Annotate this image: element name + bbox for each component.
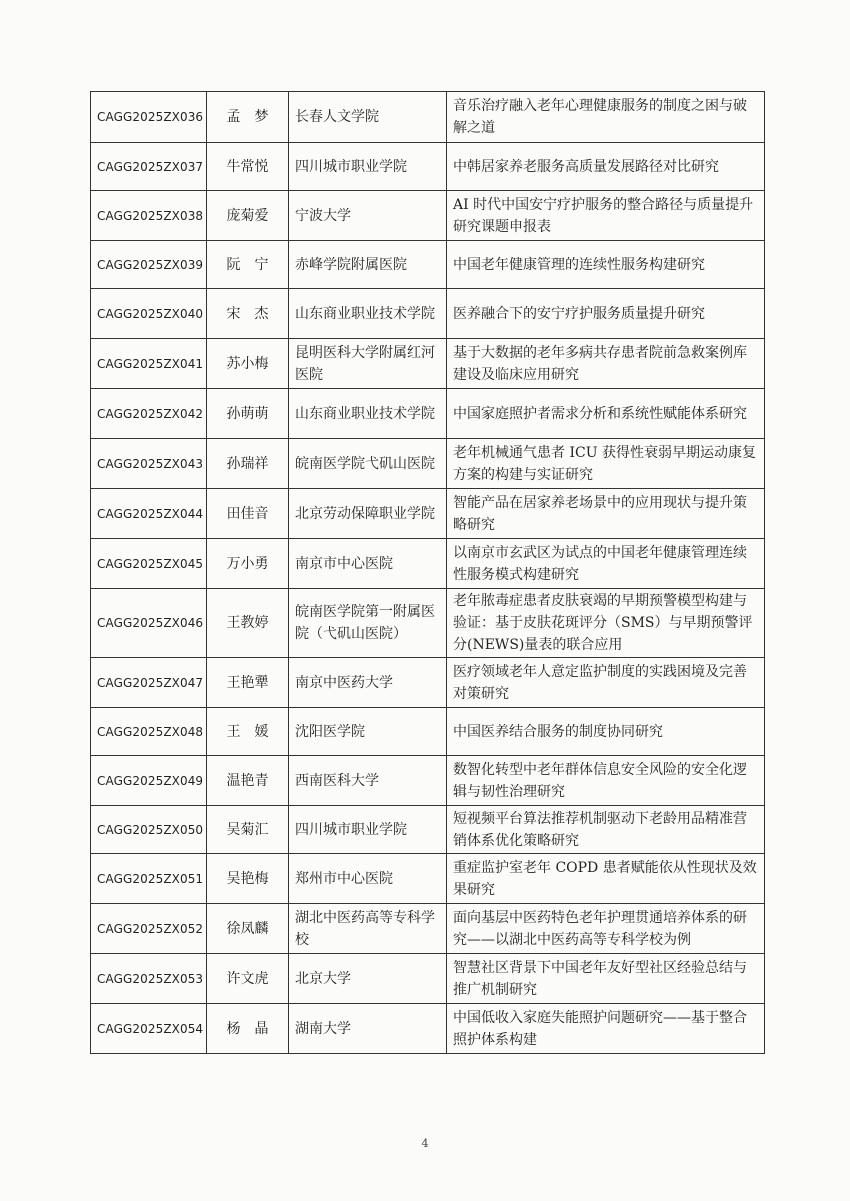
project-code-cell: CAGG2025ZX046 (91, 589, 207, 658)
project-title-cell: 中国家庭照护者需求分析和系统性赋能体系研究 (447, 389, 765, 439)
table-row (91, 289, 765, 339)
table-row (91, 439, 765, 489)
table-row (91, 589, 765, 658)
table-row (91, 339, 765, 389)
project-code-cell: CAGG2025ZX047 (91, 658, 207, 708)
institution-cell: 北京劳动保障职业学院 (289, 489, 447, 539)
applicant-name-cell: 徐凤麟 (207, 904, 289, 954)
institution-cell: 郑州市中心医院 (289, 854, 447, 904)
applicant-name-cell: 孟 梦 (207, 92, 289, 143)
project-code-cell: CAGG2025ZX036 (91, 92, 207, 143)
project-title-cell: 中韩居家养老服务高质量发展路径对比研究 (447, 143, 765, 191)
applicant-name-cell: 吴菊汇 (207, 806, 289, 854)
project-code-cell: CAGG2025ZX040 (91, 289, 207, 339)
applicant-name-cell: 王 媛 (207, 708, 289, 756)
table-row (91, 756, 765, 806)
institution-cell: 昆明医科大学附属红河医院 (289, 339, 447, 389)
table-row (91, 92, 765, 143)
project-title-cell: 基于大数据的老年多病共存患者院前急救案例库建设及临床应用研究 (447, 339, 765, 389)
institution-cell: 南京中医药大学 (289, 658, 447, 708)
project-title-cell: 智慧社区背景下中国老年友好型社区经验总结与推广机制研究 (447, 954, 765, 1004)
institution-cell: 四川城市职业学院 (289, 143, 447, 191)
project-title-cell: 中国低收入家庭失能照护问题研究——基于整合照护体系构建 (447, 1004, 765, 1054)
institution-cell: 北京大学 (289, 954, 447, 1004)
project-code-cell: CAGG2025ZX053 (91, 954, 207, 1004)
applicant-name-cell: 田佳音 (207, 489, 289, 539)
project-code-cell: CAGG2025ZX038 (91, 191, 207, 241)
institution-cell: 四川城市职业学院 (289, 806, 447, 854)
project-code-cell: CAGG2025ZX051 (91, 854, 207, 904)
project-table (90, 91, 765, 1054)
project-title-cell: 智能产品在居家养老场景中的应用现状与提升策略研究 (447, 489, 765, 539)
institution-cell: 西南医科大学 (289, 756, 447, 806)
table-row (91, 1004, 765, 1054)
institution-cell: 湖南大学 (289, 1004, 447, 1054)
institution-cell: 山东商业职业技术学院 (289, 389, 447, 439)
table-row (91, 389, 765, 439)
project-code-cell: CAGG2025ZX045 (91, 539, 207, 589)
applicant-name-cell: 温艳青 (207, 756, 289, 806)
table-row (91, 806, 765, 854)
table-row (91, 708, 765, 756)
project-title-cell: 医疗领域老年人意定监护制度的实践困境及完善对策研究 (447, 658, 765, 708)
project-code-cell: CAGG2025ZX054 (91, 1004, 207, 1054)
institution-cell: 山东商业职业技术学院 (289, 289, 447, 339)
project-code-cell: CAGG2025ZX049 (91, 756, 207, 806)
project-code-cell: CAGG2025ZX050 (91, 806, 207, 854)
applicant-name-cell: 许文虎 (207, 954, 289, 1004)
project-title-cell: 老年脓毒症患者皮肤衰竭的早期预警模型构建与验证：基于皮肤花斑评分（SMS）与早期预警评分(NEWS)量表的联合应用 (447, 589, 765, 658)
applicant-name-cell: 苏小梅 (207, 339, 289, 389)
project-title-cell: 短视频平台算法推荐机制驱动下老龄用品精准营销体系优化策略研究 (447, 806, 765, 854)
project-title-cell: AI 时代中国安宁疗护服务的整合路径与质量提升研究课题申报表 (447, 191, 765, 241)
project-title-cell: 老年机械通气患者 ICU 获得性衰弱早期运动康复方案的构建与实证研究 (447, 439, 765, 489)
institution-cell: 沈阳医学院 (289, 708, 447, 756)
table-row (91, 191, 765, 241)
applicant-name-cell: 杨 晶 (207, 1004, 289, 1054)
project-title-cell: 音乐治疗融入老年心理健康服务的制度之困与破解之道 (447, 92, 765, 143)
project-title-cell: 重症监护室老年 COPD 患者赋能依从性现状及效果研究 (447, 854, 765, 904)
applicant-name-cell: 阮 宁 (207, 241, 289, 289)
institution-cell: 南京市中心医院 (289, 539, 447, 589)
table-row (91, 489, 765, 539)
project-code-cell: CAGG2025ZX042 (91, 389, 207, 439)
table-row (91, 658, 765, 708)
table-body (91, 92, 765, 1054)
project-title-cell: 面向基层中医药特色老年护理贯通培养体系的研究——以湖北中医药高等专科学校为例 (447, 904, 765, 954)
institution-cell: 赤峰学院附属医院 (289, 241, 447, 289)
applicant-name-cell: 孙瑞祥 (207, 439, 289, 489)
project-code-cell: CAGG2025ZX039 (91, 241, 207, 289)
applicant-name-cell: 吴艳梅 (207, 854, 289, 904)
applicant-name-cell: 孙萌萌 (207, 389, 289, 439)
table-row (91, 954, 765, 1004)
project-title-cell: 以南京市玄武区为试点的中国老年健康管理连续性服务模式构建研究 (447, 539, 765, 589)
project-title-cell: 中国老年健康管理的连续性服务构建研究 (447, 241, 765, 289)
project-title-cell: 中国医养结合服务的制度协同研究 (447, 708, 765, 756)
applicant-name-cell: 牛常悦 (207, 143, 289, 191)
table-row (91, 904, 765, 954)
applicant-name-cell: 王教婷 (207, 589, 289, 658)
project-code-cell: CAGG2025ZX048 (91, 708, 207, 756)
table-row (91, 143, 765, 191)
project-code-cell: CAGG2025ZX037 (91, 143, 207, 191)
table-row (91, 854, 765, 904)
project-code-cell: CAGG2025ZX044 (91, 489, 207, 539)
institution-cell: 湖北中医药高等专科学校 (289, 904, 447, 954)
applicant-name-cell: 庞菊爱 (207, 191, 289, 241)
institution-cell: 宁波大学 (289, 191, 447, 241)
institution-cell: 长春人文学院 (289, 92, 447, 143)
applicant-name-cell: 宋 杰 (207, 289, 289, 339)
applicant-name-cell: 王艳犟 (207, 658, 289, 708)
table-row (91, 539, 765, 589)
project-title-cell: 医养融合下的安宁疗护服务质量提升研究 (447, 289, 765, 339)
applicant-name-cell: 万小勇 (207, 539, 289, 589)
page-number: 4 (421, 1137, 429, 1150)
project-code-cell: CAGG2025ZX052 (91, 904, 207, 954)
project-code-cell: CAGG2025ZX043 (91, 439, 207, 489)
institution-cell: 皖南医学院弋矶山医院 (289, 439, 447, 489)
table-row (91, 241, 765, 289)
institution-cell: 皖南医学院第一附属医院（弋矶山医院） (289, 589, 447, 658)
project-title-cell: 数智化转型中老年群体信息安全风险的安全化逻辑与韧性治理研究 (447, 756, 765, 806)
project-code-cell: CAGG2025ZX041 (91, 339, 207, 389)
